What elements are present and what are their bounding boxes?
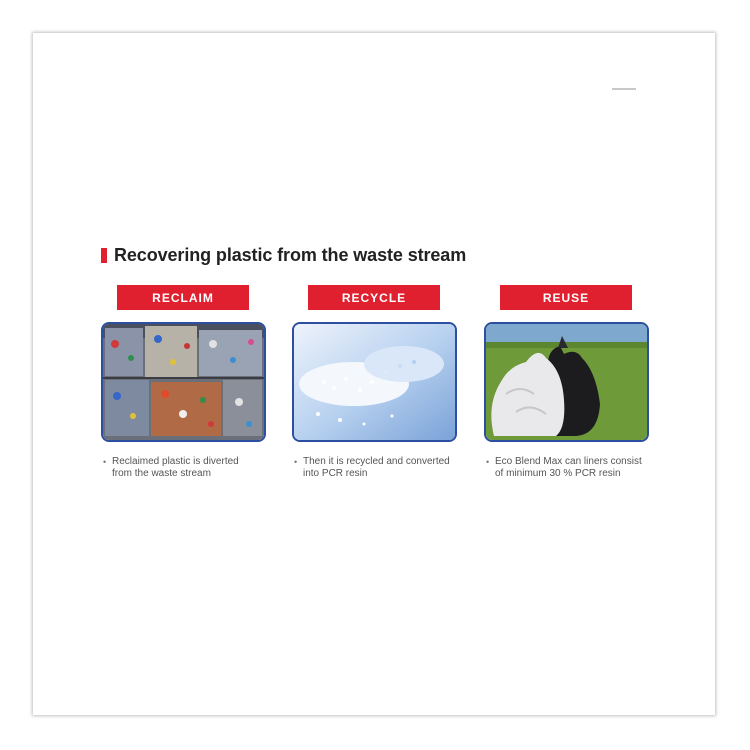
step-caption-reclaim bbox=[103, 456, 266, 480]
section-heading bbox=[101, 245, 466, 266]
step-recycle bbox=[292, 285, 457, 480]
caption-line: into PCR resin bbox=[303, 468, 368, 479]
step-label-reclaim: RECLAIM bbox=[117, 285, 249, 310]
page-title: Recovering plastic from the waste stream bbox=[114, 245, 467, 265]
step-label-recycle: RECYCLE bbox=[308, 285, 440, 310]
compressed-plastic-bales-image bbox=[101, 322, 266, 442]
caption-line: of minimum 30 % PCR resin bbox=[495, 468, 621, 479]
caption-line: Reclaimed plastic is diverted bbox=[112, 456, 239, 467]
step-caption-reuse bbox=[486, 456, 649, 480]
pcr-resin-pellets-image bbox=[292, 322, 457, 442]
decorative-mark bbox=[612, 88, 636, 90]
heading-accent-bar bbox=[101, 248, 107, 263]
step-reuse bbox=[484, 285, 649, 480]
step-caption-recycle bbox=[294, 456, 457, 480]
caption-line: from the waste stream bbox=[112, 468, 211, 479]
caption-line: Eco Blend Max can liners consist bbox=[495, 456, 642, 467]
bullet-icon: • bbox=[103, 457, 107, 467]
bullet-icon: • bbox=[486, 457, 490, 467]
bullet-icon: • bbox=[294, 457, 298, 467]
trash-bags-on-grass-image bbox=[484, 322, 649, 442]
step-label-reuse: REUSE bbox=[500, 285, 632, 310]
step-reclaim bbox=[101, 285, 266, 480]
caption-line: Then it is recycled and converted bbox=[303, 456, 450, 467]
